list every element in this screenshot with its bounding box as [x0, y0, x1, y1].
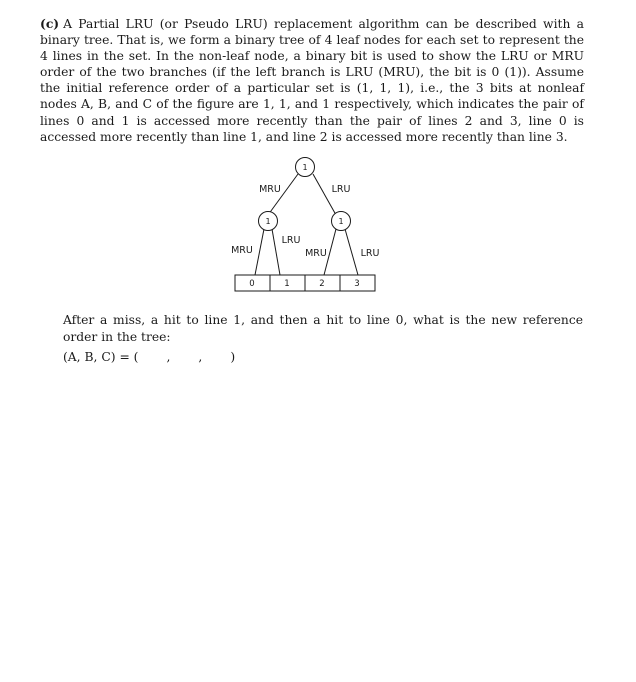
answer-line	[63, 349, 235, 365]
line-3-label: 3	[354, 279, 360, 289]
left-right-label: LRU	[281, 235, 301, 246]
problem-text: A Partial LRU (or Pseudo LRU) replacement algorithm can be described with a binary tree. That is, we form a binary tree of 4 leaf nodes for each set to represent the 4 lines in the set. In the non-leaf node, a binary bit is used to show the LRU or MRU order of the two branches (if the left branch is LRU (MRU), the bit is 0 (1)). Assume the initial reference order of a particular set is (1, 1, 1), i.e., the 3 bits at nonleaf nodes A, B, and C of the figure are 1, 1, and 1 respectively, which indicates the pair of lines 0 and 1 is accessed more recently than the pair of lines 2 and 3, line 0 is accessed more recently than line 1, and line 2 is accessed more recently than line 3.	[40, 17, 584, 144]
line-0-label: 0	[249, 279, 255, 289]
edge-left-right	[272, 229, 280, 275]
right-right-label: LRU	[360, 248, 380, 259]
lru-tree-figure	[218, 152, 398, 297]
root-left-label: MRU	[259, 184, 281, 195]
root-right-label: LRU	[331, 184, 351, 195]
lru-tree-diagram	[218, 152, 398, 297]
left-node-bit: 1	[265, 217, 271, 226]
right-node-bit: 1	[338, 217, 344, 226]
answer-prefix: (A, B, C) = (	[63, 350, 139, 364]
edge-right-right	[345, 229, 358, 275]
answer-sep-2: ,	[198, 350, 203, 364]
problem-label: (c)	[40, 16, 60, 31]
line-2-label: 2	[319, 279, 325, 289]
answer-suffix: )	[230, 350, 236, 364]
left-left-label: MRU	[231, 245, 253, 256]
problem-paragraph	[40, 16, 584, 145]
question-text: After a miss, a hit to line 1, and then a hit to line 0, what is the new reference order in the tree:	[63, 313, 583, 344]
answer-sep-1: ,	[166, 350, 171, 364]
edge-left-left	[255, 229, 264, 275]
root-node-bit: 1	[302, 163, 308, 172]
right-left-label: MRU	[305, 248, 327, 259]
line-1-label: 1	[284, 279, 290, 289]
